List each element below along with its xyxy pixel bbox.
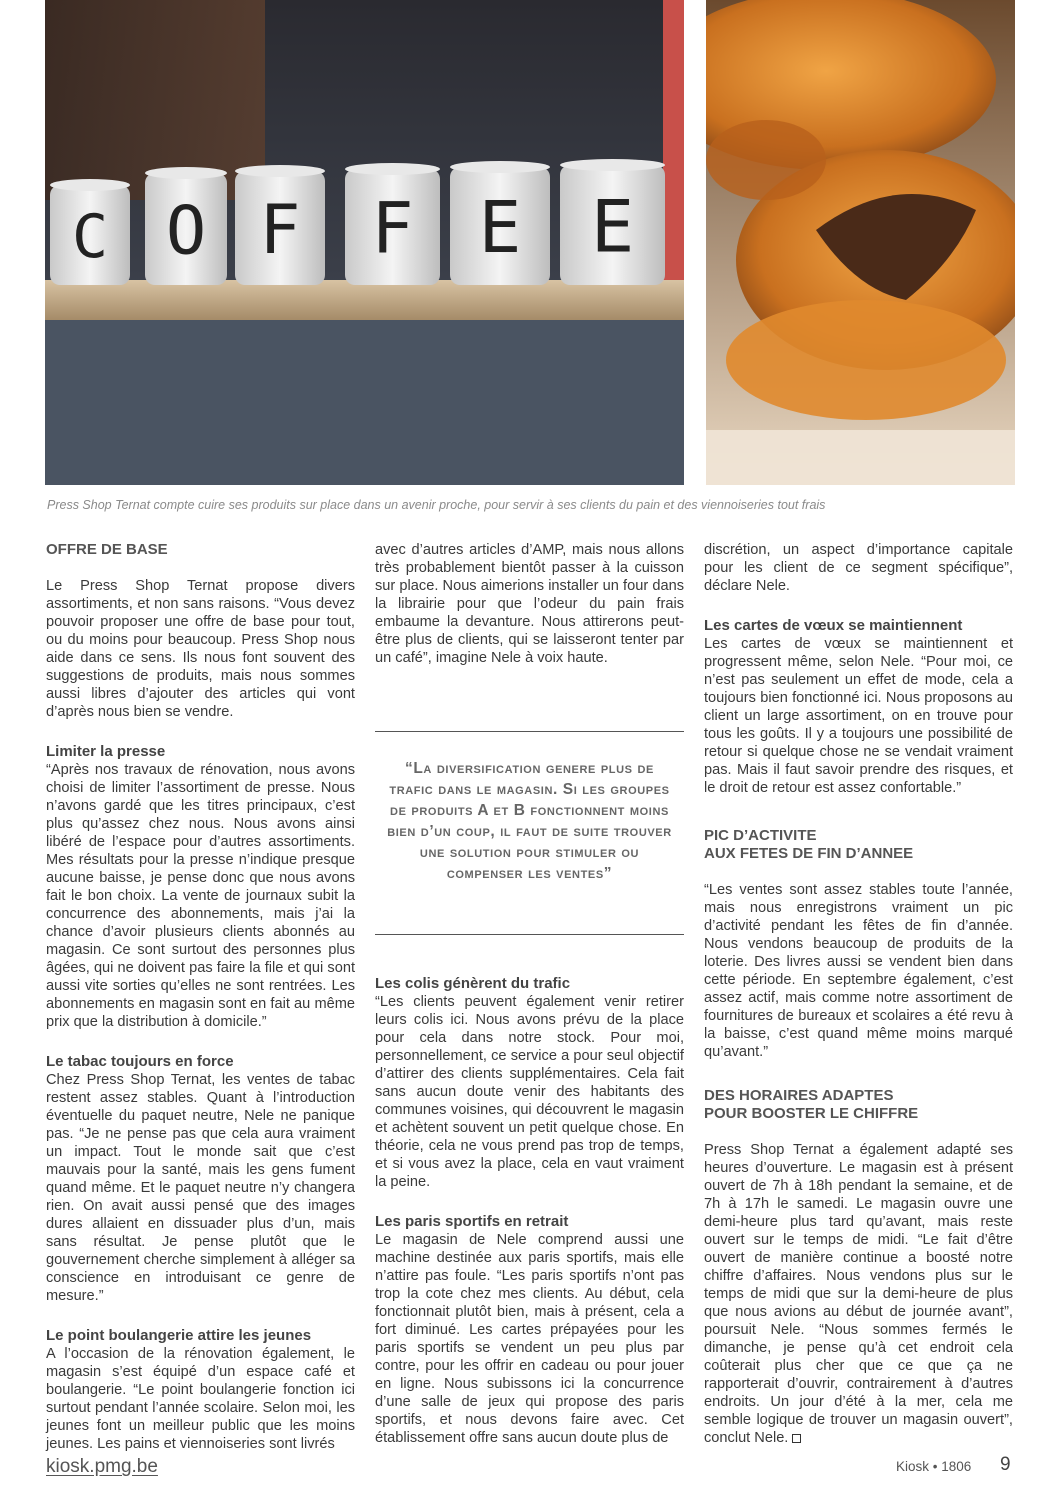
website-link[interactable]: kiosk.pmg.be — [46, 1456, 158, 1477]
mug-rim — [345, 163, 440, 175]
section-heading — [704, 827, 1013, 863]
article-column-3 — [704, 541, 1013, 1447]
section-heading: OFFRE DE BASE — [46, 541, 168, 558]
pull-quote: “La diversification genere plus de trafic dans le magasin. Si les groupes de produits A et B fonctionnent moins bien d’un coup, il faut de suite trouver une solution pour stimuler ou compenser les ventes” — [375, 731, 684, 935]
mug-rim — [50, 179, 130, 191]
mug-letter: F — [371, 187, 414, 270]
paragraph: Le Press Shop Ternat propose divers assortiments, et non sans raisons. “Vous devez pouvoir proposer une offre de base pour tout, ou du moins pour beaucoup. Press Shop nous aide dans ce sens. Ils nous font souvent des suggestions de produits, mais nous sommes aussi libres d’ajouter des articles qui vont d’après nous bien se vendre. — [46, 578, 355, 720]
subheading: Le tabac toujours en force — [46, 1053, 234, 1070]
paragraph: Chez Press Shop Ternat, les ventes de tabac restent assez stables. Quant à l’introduction éventuelle du paquet neutre, Nele ne panique pas. “Je ne pense pas que cela aura vraiment un impact. Tout le monde sait que c’est mauvais pour la santé, mais les gens fument quand même. Et le paquet neutre n’y changera rien. On avait aussi pensé que des images dures allaient en dissuader plus d’un, mais sans résultat. Je pense plutôt que le gouvernement cherche simplement à alléger sa conscience en introduisant ce genre de mesure.” — [46, 1072, 355, 1304]
page-number: 9 — [1000, 1454, 1011, 1475]
paragraph: Les cartes de vœux se maintiennent et progressent même, selon Nele. “Pour moi, ce n’est pas seulement un effet de mode, cela a toujours bien fonctionné ici. Nous proposons au client un large assortiment, on en trouve pour tous les goûts. Il y a toujours une possibilité de retour si quelque chose ne se vendait vraiment pas. Mais il faut savoir prendre des risques, et le droit de retour est assez confortable.” — [704, 636, 1013, 796]
mug-rim — [145, 167, 227, 179]
section-heading-line: AUX FETES DE FIN D’ANNEE — [704, 845, 914, 862]
section-heading-line: POUR BOOSTER LE CHIFFRE — [704, 1105, 919, 1122]
paragraph: “Les clients peuvent également venir retirer leurs colis ici. Nous avons prévu de la place pour cela dans notre stock. Pour moi, personnellement, ce service a pour seul objectif d’attirer des clients supplémentaires. Cela fait sans aucun doute venir des habitants des communes voisines, qui découvrent le magasin et achètent souvent un petit quelque chose. En théorie, cela ne vous prend pas trop de temps, et si vous avez la place, cela en vaut vraiment la peine. — [375, 994, 684, 1190]
mug-letter: E — [590, 184, 635, 269]
section-heading — [704, 1087, 1013, 1123]
subheading: Les colis génèrent du trafic — [375, 975, 571, 992]
mug-letter: C — [71, 202, 109, 272]
pastries-photo — [706, 0, 1015, 485]
mug-letter: E — [478, 185, 522, 269]
coffee-mugs-photo — [45, 0, 684, 485]
article-column-2 — [375, 541, 684, 1447]
paragraph: “Après nos travaux de rénovation, nous avons choisi de limiter l’assortiment de presse. Nous n’avons gardé que les titres principaux, c’est plus qu’assez chez nous. Nous avons ainsi libéré de l’espace pour d’autres assortiments. Mes résultats pour la presse n’indique presque aucune baisse, je pense donc que nous avons fait le bon choix. La vente de journaux subit la concurrence des abonnements, mais j’ai la chance d’avoir plusieurs clients abonnés au magasin. Ce sont surtout des personnes plus âgées, qui ne doivent pas faire la file et qui sont aussi vite sorties qu’elles ne sont rentrées. Les abonnements en magasin sont en fait au même prix que la distribution à domicile.” — [46, 762, 355, 1030]
issue-label: Kiosk • 1806 — [896, 1459, 972, 1474]
paragraph-text: Press Shop Ternat a également adapté ses heures d’ouverture. Le magasin est à présent ouvert de 7h à 18h pendant la semaine, et de 7h à 17h le samedi. Le magasin ouvre une demi-heure plus tard qu’avant, mais reste ouvert sur le temps de midi. “Le fait d’être ouvert de manière continue a boosté notre chiffre d’affaires. Nous vendons plus sur le temps de midi que sur la demi-heure de plus que nous avions au début de journée avant”, poursuit Nele. “Nous sommes fermés le dimanche, je pense qu’à cet endroit cela coûterait plus cher que ce que ça ne rapporterait d’ouvrir, contrairement à d’autres endroits. Un jour d’été à la mer, cela me semble logique de trouver un magasin ouvert”, conclut Nele. — [704, 1142, 1013, 1446]
mug-rim — [560, 159, 665, 171]
article-column-1 — [46, 541, 355, 1453]
paragraph: Le magasin de Nele comprend aussi une machine destinée aux paris sportifs, mais elle n’attire pas foule. “Les paris sportifs n’ont pas trop la cote chez mes clients. Au début, cela fonctionnait plutôt bien, mais à présent, cela a fort diminué. Les cartes prépayées pour les paris sportifs se vendent un peu plus par contre, pour les offrir en cadeau ou pour jouer en ligne. Nous subissons ici la concurrence d’une salle de jeux qui propose des paris sportifs, et nous devons faire avec. Cet établissement offre sans aucun doute plus de — [375, 1232, 684, 1446]
end-of-article-icon — [792, 1434, 801, 1443]
mug-letter: F — [259, 191, 301, 271]
mug-letter: O — [165, 191, 207, 270]
photo-caption: Press Shop Ternat compte cuire ses produits sur place dans un avenir proche, pour servir à ses clients du pain et des viennoiseries tout frais — [47, 498, 826, 512]
subheading: Limiter la presse — [46, 743, 166, 760]
section-heading-line: PIC D’ACTIVITE — [704, 827, 817, 844]
paragraph: discrétion, un aspect d’importance capitale pour les client de ce segment spécifique”, déclare Nele. — [704, 542, 1013, 594]
subheading: Les cartes de vœux se maintiennent — [704, 617, 963, 634]
paragraph: “Les ventes sont assez stables toute l’année, mais nous enregistrons vraiment un pic d’activité pendant les fêtes de fin d’année. Nous vendons beaucoup de produits de la loterie. Des livres aussi se vendent bien dans cette période. En septembre également, c’est assez actif, mais comme notre assortiment de fournitures de bureaux et scolaires a été revu à la baisse, c’est quand même moins marqué qu’avant.” — [704, 882, 1013, 1060]
subheading: Les paris sportifs en retrait — [375, 1213, 569, 1230]
paragraph: avec d’autres articles d’AMP, mais nous allons très probablement bientôt passer à la cuisson sur place. Nous aimerions installer un four dans la librairie pour que l’odeur du pain frais embaume la devanture. Nous attirerons peut-être plus de clients, qui se laisseront tenter par un café”, imagine Nele à voix haute. — [375, 542, 684, 666]
mug-rim — [235, 165, 325, 177]
mug-rim — [450, 161, 550, 173]
paragraph — [704, 1141, 1013, 1447]
subheading: Le point boulangerie attire les jeunes — [46, 1327, 312, 1344]
section-heading-line: DES HORAIRES ADAPTES — [704, 1087, 894, 1104]
paragraph: A l’occasion de la rénovation également, le magasin s’est équipé d’un espace café et boulangerie. “Le point boulangerie fonction ici surtout pendant l’année scolaire. Selon moi, les jeunes font un meilleur public que les moins jeunes. Les pains et viennoiseries sont livrés — [46, 1346, 355, 1452]
